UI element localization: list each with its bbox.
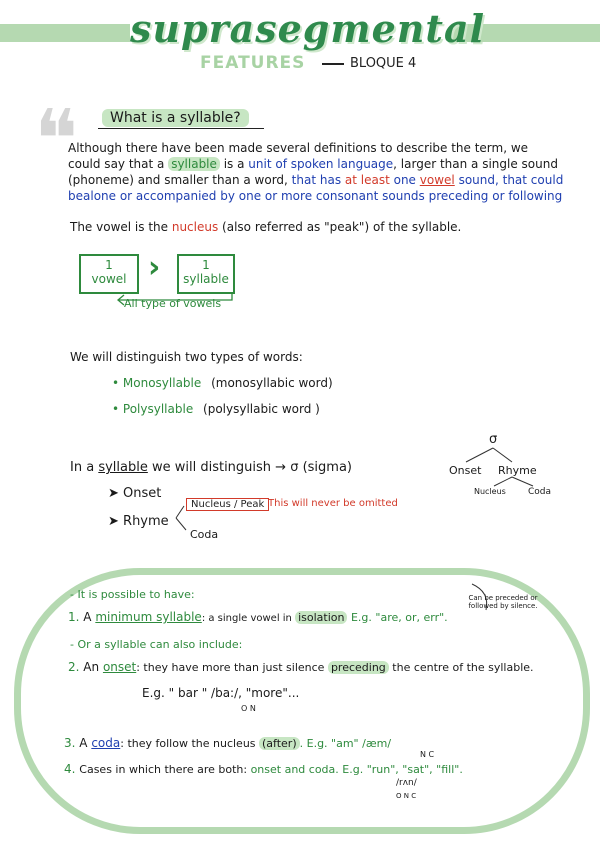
onset-term: onset <box>102 660 137 674</box>
side-note: Can be preceded or followed by silence. <box>468 594 538 610</box>
vowel-count: 1 <box>105 258 113 272</box>
onset-coda-term: onset and coda <box>250 763 336 776</box>
chevron-right-icon: › <box>148 250 161 285</box>
item-text: the centre of the syllable. <box>388 661 534 674</box>
nucleus-peak-box: Nucleus / Peak <box>186 498 269 511</box>
item-1 <box>68 610 448 624</box>
intro-line-1: Although there have been made several definitions to describe the term, we <box>68 141 529 155</box>
item-number: 3. <box>64 736 76 750</box>
vowel-label: vowel <box>91 272 127 286</box>
preceding-term: preceding <box>328 661 389 674</box>
item-text: Cases in which there are both: <box>79 763 251 776</box>
tree-root: σ <box>489 432 498 447</box>
arrow-icon: ➤ <box>108 514 124 529</box>
possible-intro: - It is possible to have: <box>70 588 195 601</box>
vowel-note: All type of vowels <box>124 297 222 310</box>
item-3 <box>64 736 391 750</box>
bullet-icon: • <box>112 376 120 390</box>
example-3-nc: N C <box>420 750 435 759</box>
intro-text: could say that a <box>68 157 169 171</box>
mono-term: Monosyllable <box>122 376 202 390</box>
item-number: 1. <box>68 610 80 624</box>
unit-term: unit of spoken language <box>248 157 394 171</box>
item-text: A <box>83 610 92 624</box>
syllable-term: syllable <box>168 157 220 171</box>
intro-line-4: bealone or accompanied by one or more consonant sounds preceding or following <box>68 189 563 203</box>
example-2-on: O N <box>241 704 256 713</box>
intro-text-blue: one <box>389 173 420 187</box>
syllable-count: 1 <box>202 258 210 272</box>
item-number: 4. <box>64 762 76 776</box>
at-least-term: at least <box>344 173 390 187</box>
syllable-label: syllable <box>183 272 229 286</box>
tree-nucleus: Nucleus <box>474 487 506 496</box>
minimum-syllable-term: minimum syllable <box>95 610 202 624</box>
page-title: suprasegmental <box>130 6 485 51</box>
sigma-text: we will distinguish → σ (sigma) <box>147 460 352 475</box>
poly-term: Polysyllable <box>122 402 194 416</box>
item-4 <box>64 762 463 776</box>
arrow-icon: ➤ <box>108 486 124 501</box>
intro-text-blue: that could <box>502 173 564 187</box>
coda-term: coda <box>91 736 121 750</box>
example-4-ipa: /rʌn/ <box>396 778 417 788</box>
example-1: E.g. "are, or, err". <box>347 611 448 624</box>
item-text: : a single vowel in <box>201 613 296 624</box>
example-4-onc: O N C <box>396 792 417 800</box>
bloque-text: BLOQUE 4 <box>350 56 417 71</box>
tree-onset: Onset <box>449 464 482 477</box>
tree-coda: Coda <box>528 487 552 497</box>
intro-text-blue: sound, <box>454 173 503 187</box>
also-include: - Or a syllable can also include: <box>70 638 243 651</box>
intro-text: , larger than a single sound <box>393 157 558 171</box>
nucleus-text: (also referred as "peak") of the syllable. <box>218 220 462 234</box>
isolation-term: isolation <box>295 611 347 624</box>
example-4: . E.g. "run", "sat", "fill". <box>335 763 463 776</box>
page-subtitle: FEATURES <box>200 53 306 73</box>
mono-desc: (monosyllabic word) <box>211 376 333 390</box>
never-omitted-note: This will never be omitted <box>268 498 398 509</box>
bullet-icon: • <box>112 402 120 416</box>
poly-desc: (polysyllabic word ) <box>203 402 320 416</box>
intro-text: is a <box>219 157 249 171</box>
after-term: (after) <box>259 737 300 750</box>
rhyme-label: Rhyme <box>123 514 169 529</box>
coda-label: Coda <box>190 528 219 541</box>
item-text: An <box>83 660 100 674</box>
item-number: 2. <box>68 660 80 674</box>
sigma-syllable: syllable <box>98 460 148 475</box>
item-2 <box>68 660 534 674</box>
intro-text-blue: that has <box>291 173 345 187</box>
nucleus-text: The vowel is the <box>70 220 172 234</box>
nucleus-term: nucleus <box>171 220 219 234</box>
vowel-term: vowel <box>419 173 455 187</box>
sigma-text: In a <box>70 460 99 475</box>
intro-text: (phoneme) and smaller than a word, <box>68 173 292 187</box>
types-intro: We will distinguish two types of words: <box>70 350 303 364</box>
item-text: : they have more than just silence <box>136 661 328 674</box>
quote-mark-icon: ❝ <box>34 93 79 188</box>
section-heading-text: What is a syllable? <box>102 109 249 127</box>
example-3: . E.g. "am" /æm/ <box>299 737 392 750</box>
onset-label: Onset <box>123 486 162 501</box>
item-text: : they follow the nucleus <box>120 737 260 750</box>
example-2: E.g. " bar " /ba:/, "more"... <box>142 686 300 700</box>
tree-rhyme: Rhyme <box>498 464 537 477</box>
item-text: A <box>79 736 88 750</box>
